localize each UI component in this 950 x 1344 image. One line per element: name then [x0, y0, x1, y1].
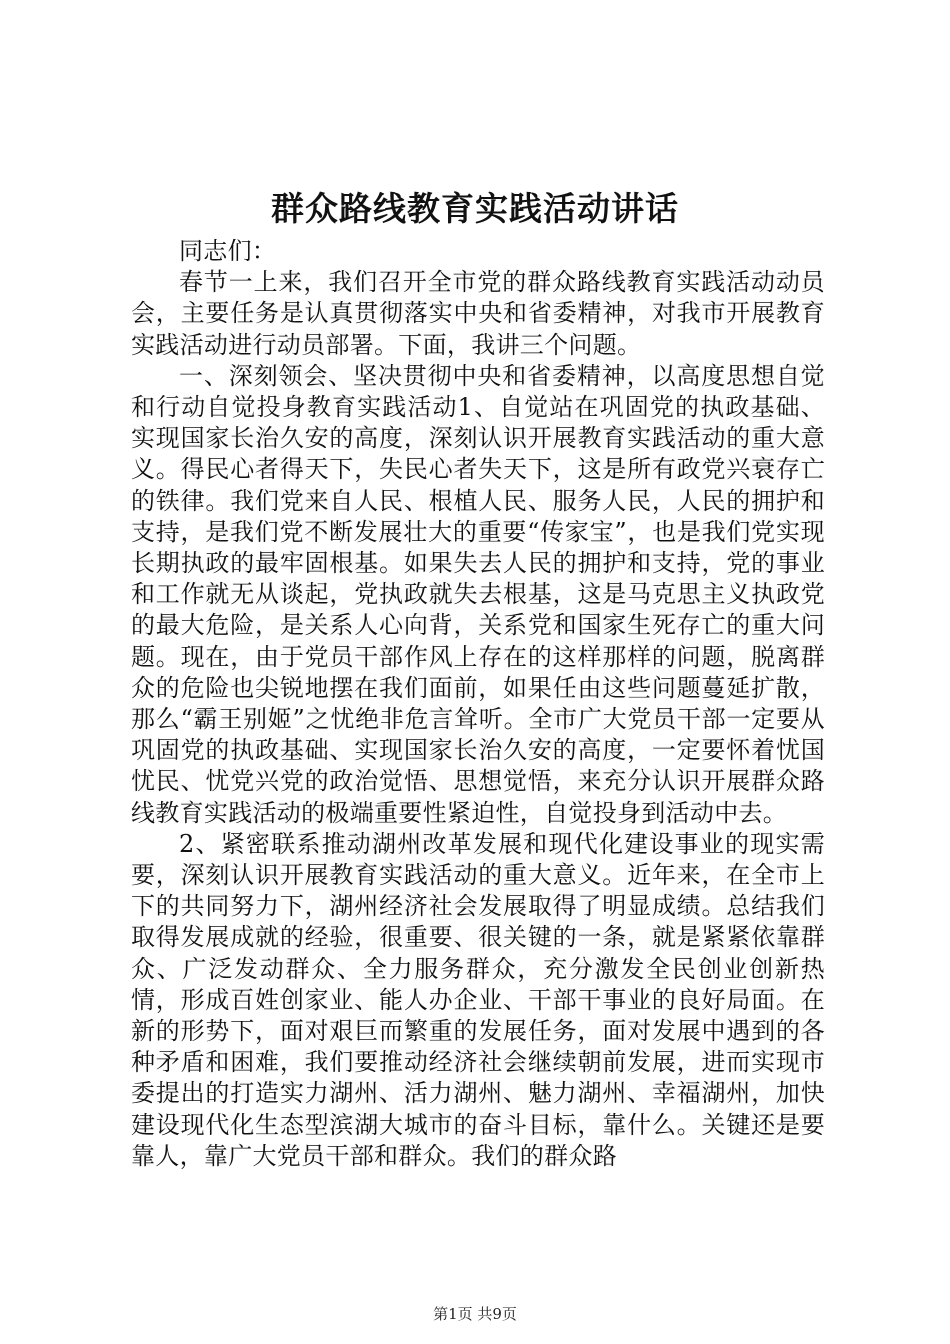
paragraph-section-one: 一、深刻领会、坚决贯彻中央和省委精神，以高度思想自觉和行动自觉投身教育实践活动1、自觉站在巩固党的执政基础、实现国家长治久安的高度，深刻认识开展教育实践活动的重大意义。得民心者得天下，失民心者失天下，这是所有政党兴衰存亡的铁律。我们党来自人民、根植人民、服务人民，人民的拥护和支持，是我们党不断发展壮大的重要“传家宝”，也是我们党实现长期执政的最牢固根基。如果失去人民的拥护和支持，党的事业和工作就无从谈起，党执政就失去根基，这是马克思主义执政党的最大危险，是关系人心向背，关系党和国家生死存亡的重大问题。现在，由于党员干部作风上存在的这样那样的问题，脱离群众的危险也尖锐地摆在我们面前，如果任由这些问题蔓延扩散，那么“霸王别姬”之忧绝非危言耸听。全市广大党员干部一定要从巩固党的执政基础、实现国家长治久安的高度，一定要怀着忧国忧民、忧党兴党的政治觉悟、思想觉悟，来充分认识开展群众路线教育实践活动的极端重要性紧迫性，自觉投身到活动中去。	[131, 361, 825, 827]
page-number-footer: 第1页 共9页	[433, 1305, 517, 1323]
document-title: 群众路线教育实践活动讲话	[271, 189, 679, 228]
paragraph-section-two: 2、紧密联系推动湖州改革发展和现代化建设事业的现实需要，深刻认识开展教育实践活动的重大意义。近年来，在全市上下的共同努力下，湖州经济社会发展取得了明显成绩。总结我们取得发展成就的经验，很重要、很关键的一条，就是紧紧依靠群众、广泛发动群众、全力服务群众，充分激发全民创业创新热情，形成百姓创家业、能人办企业、干部干事业的良好局面。在新的形势下，面对艰巨而繁重的发展任务，面对发展中遇到的各种矛盾和困难，我们要推动经济社会继续朝前发展，进而实现市委提出的打造实力湖州、活力湖州、魅力湖州、幸福湖州，加快建设现代化生态型滨湖大城市的奋斗目标，靠什么。关键还是要靠人，靠广大党员干部和群众。我们的群众路	[131, 829, 825, 1170]
document-body	[131, 236, 825, 1172]
paragraph-salutation: 同志们：	[179, 237, 277, 265]
paragraph-intro: 春节一上来，我们召开全市党的群众路线教育实践活动动员会，主要任务是认真贯彻落实中央和省委精神，对我市开展教育实践活动进行动员部署。下面，我讲三个问题。	[131, 268, 825, 359]
